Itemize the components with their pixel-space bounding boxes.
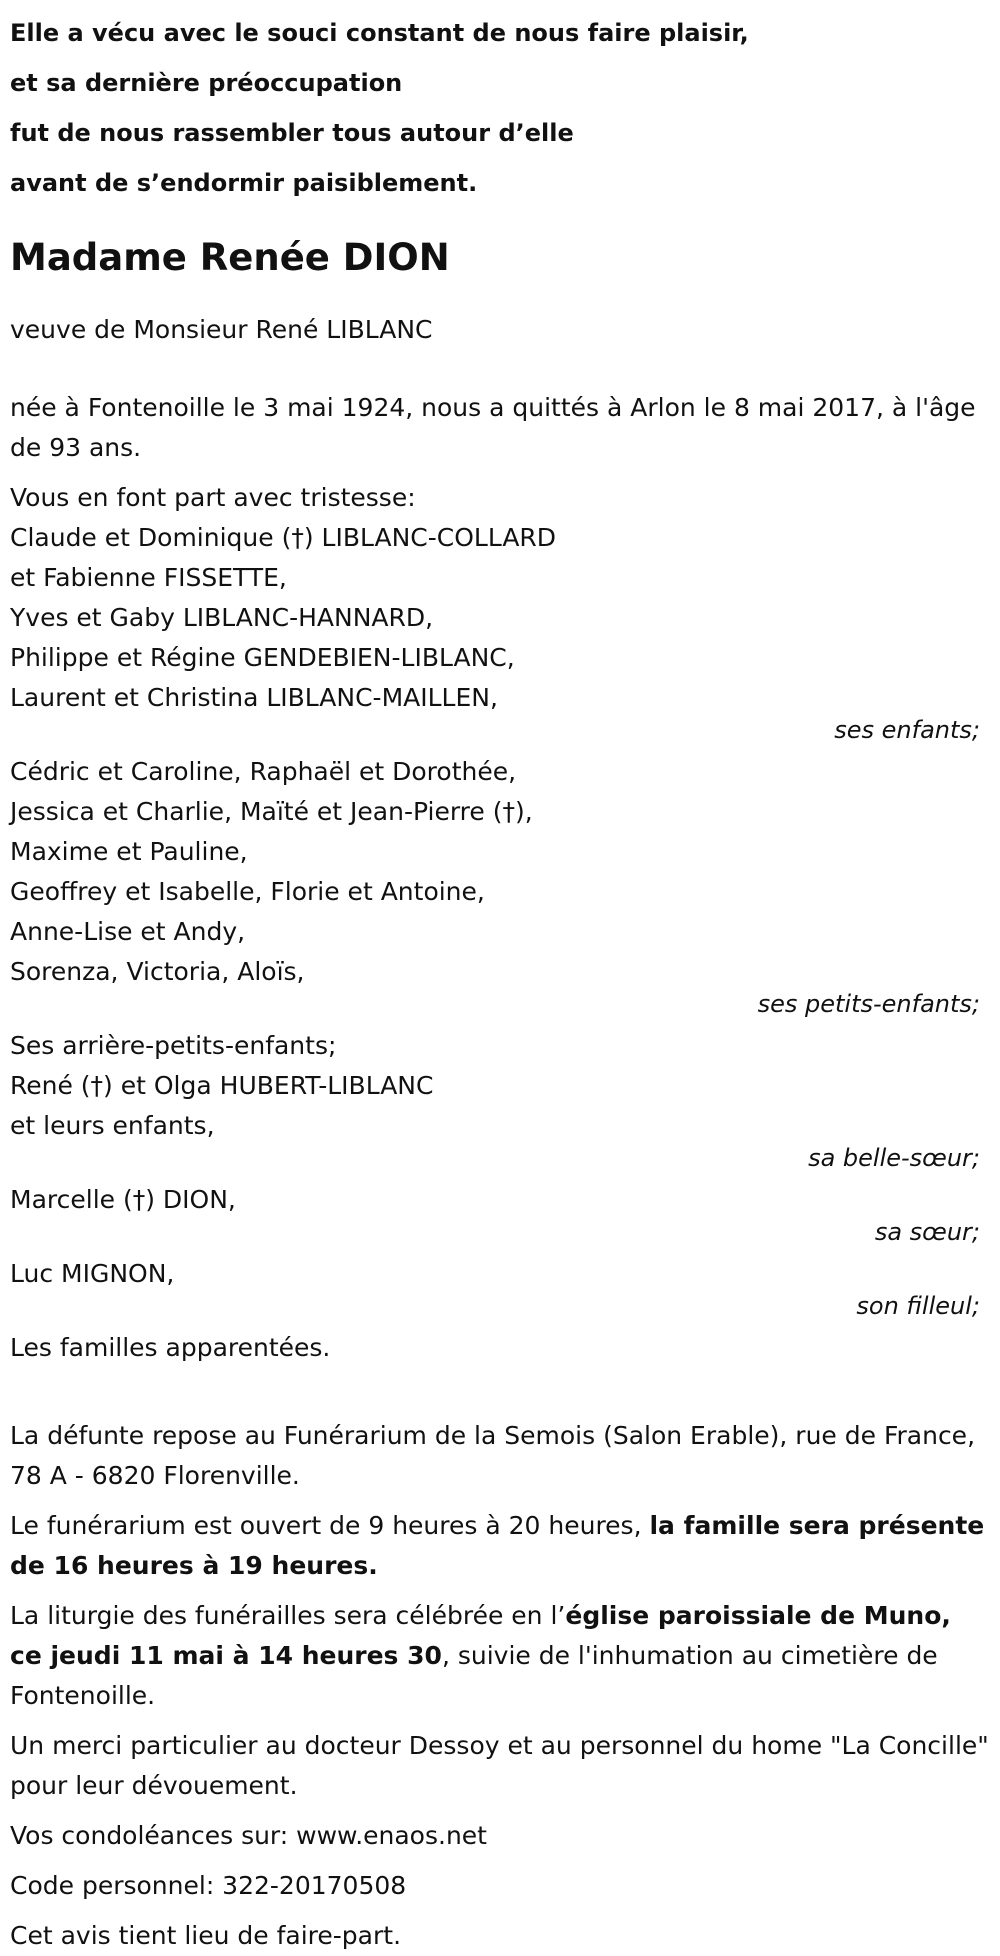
liturgy-post: , suivie de l'inhumation au cimetière de Fontenoille. <box>10 1641 938 1710</box>
liturgy-pre: La liturgie des funérailles sera célébrée en l’ <box>10 1601 566 1630</box>
hours-text: Le funérarium est ouvert de 9 heures à 20 heures, <box>10 1511 650 1540</box>
families-line: Les familles apparentées. <box>10 1333 331 1362</box>
grandchildren-group <box>10 752 990 1016</box>
intro-line: Elle a vécu avec le souci constant de nous faire plaisir, <box>10 19 749 47</box>
condolences-line: Vos condoléances sur: www.enaos.net <box>10 1821 487 1850</box>
role-godson: son filleul; <box>856 1292 980 1320</box>
liturgy-info <box>10 1596 990 1716</box>
hours-family: la famille sera présente de 16 heures à 19 heures. <box>10 1511 985 1580</box>
thanks-line: Un merci particulier au docteur Dessoy et au personnel du home "La Concille" pour leur dévouement. <box>10 1731 989 1800</box>
family-line: Yves et Gaby LIBLANC-HANNARD, <box>10 603 434 632</box>
announce-line: Vous en font part avec tristesse: <box>10 483 416 512</box>
family-line: Laurent et Christina LIBLANC-MAILLEN, <box>10 683 498 712</box>
role-sister: sa sœur; <box>874 1218 980 1246</box>
widow-line: veuve de Monsieur René LIBLANC <box>10 315 433 344</box>
notice-line: Cet avis tient lieu de faire-part. <box>10 1921 402 1950</box>
children-group <box>10 478 990 742</box>
family-line: Luc MIGNON, <box>10 1259 175 1288</box>
family-line: et Fabienne FISSETTE, <box>10 563 287 592</box>
birth-death-line: née à Fontenoille le 3 mai 1924, nous a quittés à Arlon le 8 mai 2017, à l'âge de 93 ans. <box>10 393 976 462</box>
rest-location: La défunte repose au Funérarium de la Semois (Salon Erable), rue de France, 78 A - 6820 Florenville. <box>10 1421 976 1490</box>
family-line: Sorenza, Victoria, Aloïs, <box>10 957 305 986</box>
family-line: Maxime et Pauline, <box>10 837 248 866</box>
intro-line: avant de s’endormir paisiblement. <box>10 169 478 197</box>
visiting-hours <box>10 1506 990 1586</box>
family-line: Philippe et Régine GENDEBIEN-LIBLANC, <box>10 643 515 672</box>
liturgy-place-time: église paroissiale de Muno, ce jeudi 11 mai à 14 heures 30 <box>10 1601 951 1670</box>
intro-line: et sa dernière préoccupation <box>10 69 403 97</box>
family-line: René (†) et Olga HUBERT-LIBLANC <box>10 1071 434 1100</box>
intro-verse <box>10 0 990 208</box>
family-line: Marcelle (†) DION, <box>10 1185 236 1214</box>
family-line: Geoffrey et Isabelle, Florie et Antoine, <box>10 877 485 906</box>
role-children: ses enfants; <box>834 716 980 744</box>
sister-in-law-group <box>10 1026 990 1170</box>
code-line: Code personnel: 322-20170508 <box>10 1871 407 1900</box>
deceased-name: Madame Renée DION <box>10 236 450 279</box>
role-grandchildren: ses petits-enfants; <box>757 990 980 1018</box>
godson-group <box>10 1254 990 1318</box>
family-line: Jessica et Charlie, Maïté et Jean-Pierre (†), <box>10 797 533 826</box>
role-sister-in-law: sa belle-sœur; <box>808 1144 980 1172</box>
great-grandchildren-line: Ses arrière-petits-enfants; <box>10 1031 337 1060</box>
sister-group <box>10 1180 990 1244</box>
family-line: Anne-Lise et Andy, <box>10 917 246 946</box>
family-line: Cédric et Caroline, Raphaël et Dorothée, <box>10 757 517 786</box>
family-line: et leurs enfants, <box>10 1111 215 1140</box>
intro-line: fut de nous rassembler tous autour d’elle <box>10 119 574 147</box>
family-line: Claude et Dominique (†) LIBLANC-COLLARD <box>10 523 557 552</box>
